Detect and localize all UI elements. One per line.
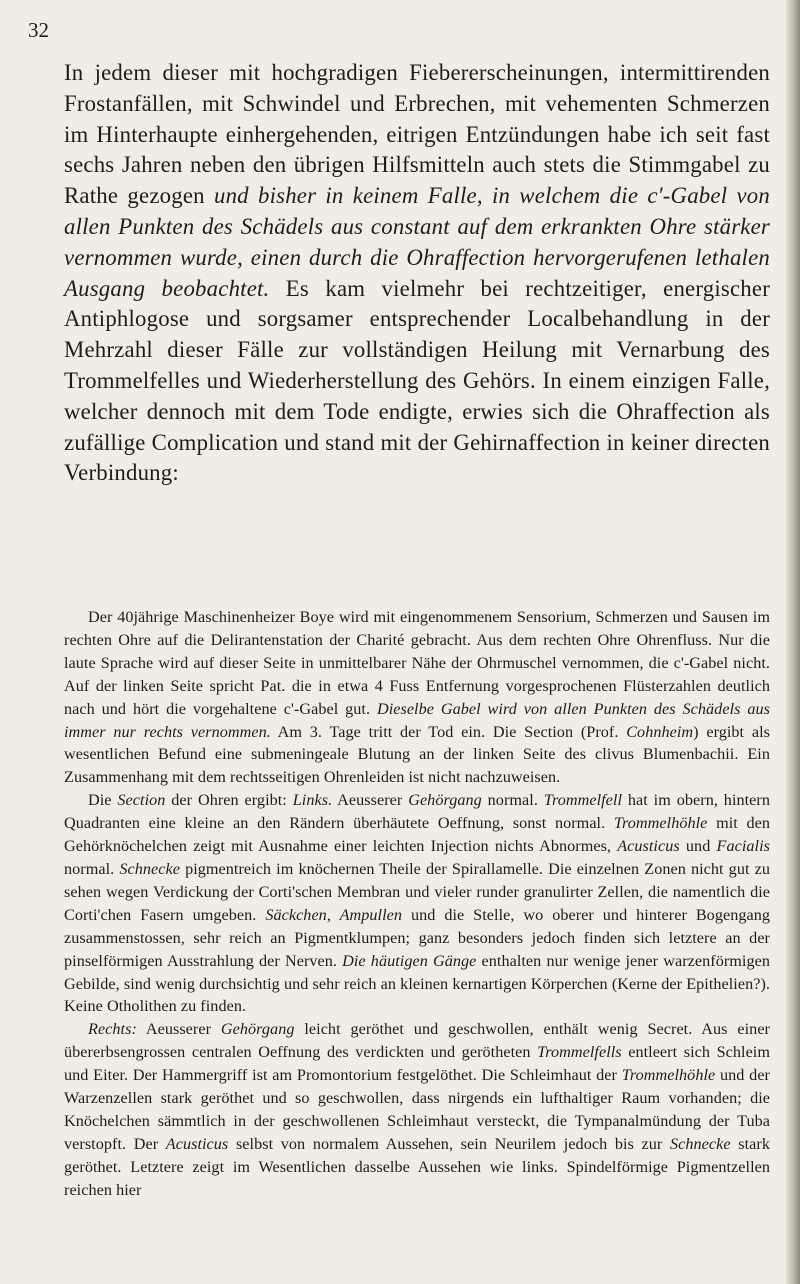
case-text: normal. — [481, 791, 544, 810]
page-number: 32 — [28, 18, 49, 42]
case-text: ) ergibt als wesentlichen Befund eine submeningeale Blutung an der linken Seite des clivus Blumenbachii. Ein Zusammenhang mit dem rechtsseitigen Ohrenleiden ist nicht nachzuweisen. — [64, 722, 770, 787]
case-emphasis: Acusticus — [617, 837, 680, 856]
case-text: und die Stelle, wo oberer und hinterer Bogengang zusammenstossen, sehr reich an Pigmentklumpen; ganz besonders jedoch finden sich letztere an der pinselförmigen Ausstrahlung der Nerven. — [64, 905, 771, 970]
case-emphasis: Gehörgang — [220, 1020, 295, 1039]
case-history-paragraph — [64, 606, 770, 789]
case-text: entleert sich Schleim und Eiter. Der Hammergriff ist am Promontorium festgelöthet. Die Schleimhaut der — [64, 1043, 770, 1085]
case-emphasis: Die häutigen Gänge — [342, 951, 477, 970]
case-emphasis: Gehörgang — [408, 791, 482, 810]
case-emphasis: Trommelfell — [543, 791, 622, 810]
case-emphasis: Rechts: — [88, 1020, 137, 1039]
intro-paragraph — [64, 58, 770, 489]
case-text: Aeusserer — [136, 1020, 221, 1039]
case-emphasis: Cohnheim — [626, 722, 694, 741]
case-text: enthalten nur wenige jener warzenförmigen Gebilde, sind wenig durchsichtig und sehr reich an kleinen kernartigen Körperchen (Kerne der Epithelien?). Keine Otholithen zu finden. — [64, 951, 770, 1016]
case-text: stark geröthet. Letztere zeigt im Wesentlichen dasselbe Aussehen wie links. Spindelförmige Pigmentzellen reichen hier — [64, 1134, 770, 1199]
case-emphasis: Trommelhöhle — [621, 1066, 716, 1085]
case-text: mit den Gehörknöchelchen zeigt mit Ausnahme einer leichten Injection nichts Abnormes, — [64, 814, 771, 856]
intro-text-2: Es kam vielmehr bei rechtzeitiger, energischer Antiphlogose und sorgsamer entsprechender Localbehandlung in der Mehrzahl dieser Fälle zur vollständigen Heilung mit Vernarbung des Trommelfelles und Wiederherstellung des Gehörs. In einem einzigen Falle, welcher dennoch mit dem Tode endigte, erwies sich die Ohraffection als zufällige Complication und stand mit der Gehirnaffection in keiner directen Verbindung: — [64, 275, 770, 486]
case-report — [64, 606, 770, 1202]
intro-emphasis: und bisher in keinem Falle, in welchem die c'-Gabel von allen Punkten des Schädels aus constant auf dem erkrankten Ohre stärker vernommen wurde, einen durch die Ohraffection hervorgerufenen lethalen Ausgang beobachtet. — [64, 183, 770, 301]
case-text: normal. — [64, 859, 120, 878]
page-edge-shadow — [786, 0, 800, 1284]
case-text: der Ohren ergibt: — [165, 791, 293, 810]
case-text: Am 3. Tage tritt der Tod ein. Die Section (Prof. — [270, 722, 627, 741]
case-text: hat im obern, hintern Quadranten eine kleine an den Rändern überhäutete Oeffnung, sonst normal. — [64, 791, 771, 833]
case-emphasis: Facialis — [716, 837, 770, 856]
case-emphasis: Links. — [292, 791, 333, 810]
case-text: und — [679, 837, 717, 856]
case-emphasis: Schnecke — [670, 1134, 731, 1153]
case-emphasis: Säckchen, Ampullen — [265, 905, 403, 924]
section-left-paragraph — [64, 789, 770, 1018]
case-emphasis: Dieselbe Gabel wird von allen Punkten des Schädels aus immer nur rechts vernommen. — [64, 699, 770, 741]
case-emphasis: Acusticus — [165, 1134, 229, 1153]
case-emphasis: Trommelfells — [537, 1043, 622, 1062]
case-text: Der 40jährige Maschinenheizer Boye wird mit eingenommenem Sensorium, Schmerzen und Sausen im rechten Ohre auf die Delirantenstation der Charité gebracht. Aus dem rechten Ohre Ohrenfluss. Nur die laute Sprache wird auf dieser Seite in unmittelbarer Nähe der Ohrmuschel vernommen, die c'-Gabel nicht. Auf der linken Seite spricht Pat. die in etwa 4 Fuss Entfernung vorgesprochenen Flüsterzahlen deutlich nach und hört die vorgehaltene c'-Gabel gut. — [64, 608, 770, 718]
case-text: leicht geröthet und geschwollen, enthält wenig Secret. Aus einer übererbsengrossen centralen Oeffnung des verdickten und geröthеten — [64, 1020, 771, 1062]
case-text: selbst von normalem Aussehen, sein Neurilem jedoch bis zur — [228, 1134, 671, 1153]
case-emphasis: Trommelhöhle — [613, 814, 708, 833]
case-text: Die — [88, 791, 118, 810]
case-emphasis: Schnecke — [119, 859, 180, 878]
section-right-paragraph — [64, 1018, 770, 1201]
intro-text-1: In jedem dieser mit hochgradigen Fiebererscheinungen, intermittirenden Frostanfällen, mit Schwindel und Erbrechen, mit vehementen Schmerzen im Hinterhaupte einhergehenden, eitrigen Entzündungen habe ich seit fast sechs Jahren neben den übrigen Hilfsmitteln auch stets die Stimmgabel zu Rathe gezogen — [64, 60, 770, 209]
case-text: Aeusserer — [332, 791, 409, 810]
case-emphasis: Section — [117, 791, 166, 810]
main-paragraph — [64, 58, 770, 489]
case-text: pigmentreich im knöchernen Theile der Spirallamelle. Die einzelnen Zonen nicht gut zu sehen wegen Verdickung der Corti'schen Membran und vieler runder granulirter Zellen, die namentlich die Corti'chen Fasern umgeben. — [64, 859, 770, 924]
case-text: und der Warzenzellen stark geröthet und so geschwollen, dass nirgends ein lufthaltiger Raum vorhanden; die Knöchelchen sämmtlich in der geschwollenen Schleimhaut versteckt, die Tympanalmündung der Tuba verstopft. Der — [64, 1066, 770, 1153]
